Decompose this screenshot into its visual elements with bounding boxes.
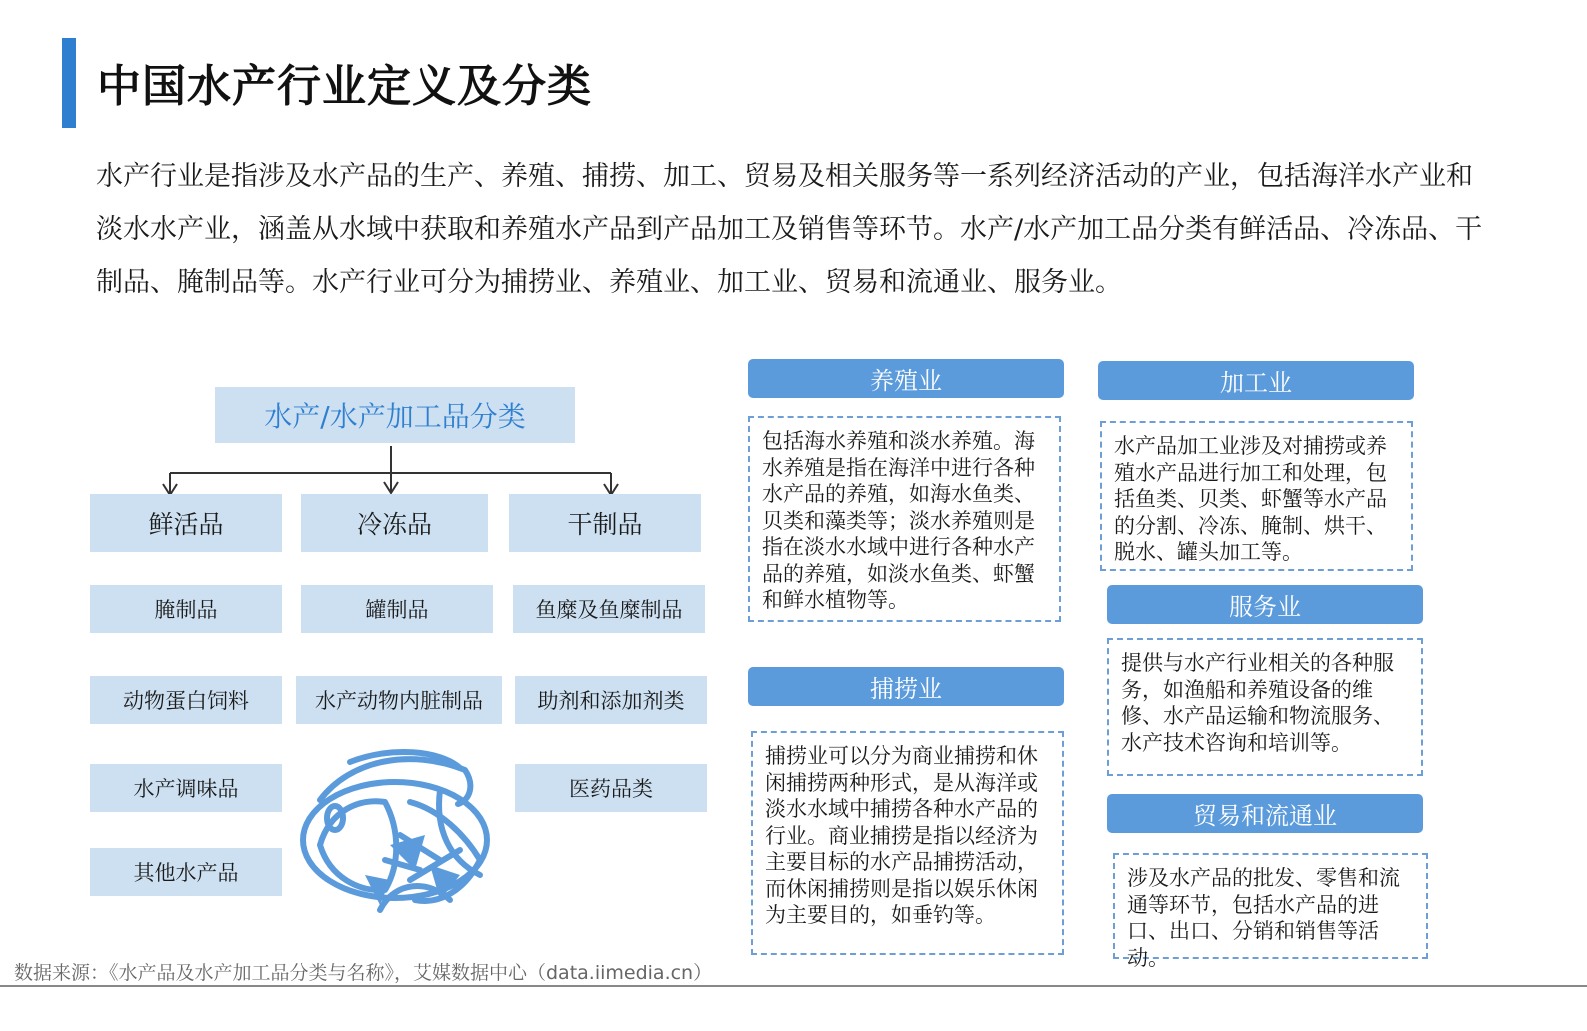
processing-header: 加工业 xyxy=(1098,361,1414,400)
page-title: 中国水产行业定义及分类 xyxy=(97,61,592,112)
category-canned-box: 罐制品 xyxy=(301,585,493,633)
processing-description: 水产品加工业涉及对捕捞或养殖水产品进行加工和处理，包括鱼类、贝类、虾蟹等水产品的分割、冷冻、腌制、烘干、脱水、罐头加工等。 xyxy=(1100,421,1413,571)
category-additives-box: 助剂和添加剂类 xyxy=(515,676,707,724)
service-header: 服务业 xyxy=(1107,585,1423,624)
category-other-box: 其他水产品 xyxy=(90,848,282,896)
classification-root-box: 水产/水产加工品分类 xyxy=(215,387,575,443)
category-animal-protein-feed-box: 动物蛋白饲料 xyxy=(90,676,282,724)
title-accent-bar xyxy=(62,38,76,128)
aquaculture-header: 养殖业 xyxy=(748,359,1064,398)
category-salted-box: 腌制品 xyxy=(90,585,282,633)
trade-description: 涉及水产品的批发、零售和流通等环节，包括水产品的进口、出口、分销和销售等活动。 xyxy=(1113,853,1428,959)
aquaculture-description: 包括海水养殖和淡水养殖。海水养殖是指在海洋中进行各种水产品的养殖，如海水鱼类、贝类和藻类等；淡水养殖则是指在淡水水域中进行各种水产品的养殖，如淡水鱼类、虾蟹和鲜水植物等。 xyxy=(748,416,1061,622)
fishing-description: 捕捞业可以分为商业捕捞和休闲捕捞两种形式，是从海洋或淡水水域中捕捞各种水产品的行业。商业捕捞是指以经济为主要目标的水产品捕捞活动，而休闲捕捞则是指以娱乐休闲为主要目的，如垂钓等。 xyxy=(751,731,1064,955)
service-description: 提供与水产行业相关的各种服务，如渔船和养殖设备的维修、水产品运输和物流服务、水产技术咨询和培训等。 xyxy=(1107,638,1423,776)
category-dried-box: 干制品 xyxy=(509,494,701,552)
category-seasoning-box: 水产调味品 xyxy=(90,764,282,812)
fish-icon xyxy=(290,740,500,920)
category-frozen-box: 冷冻品 xyxy=(301,494,488,552)
category-offal-products-box: 水产动物内脏制品 xyxy=(296,676,502,724)
fishing-header: 捕捞业 xyxy=(748,667,1064,706)
category-fresh-box: 鲜活品 xyxy=(90,494,282,552)
category-pharma-box: 医药品类 xyxy=(515,764,707,812)
category-surimi-box: 鱼糜及鱼糜制品 xyxy=(513,585,705,633)
footer-divider xyxy=(0,985,1587,987)
trade-header: 贸易和流通业 xyxy=(1107,794,1423,833)
intro-paragraph: 水产行业是指涉及水产品的生产、养殖、捕捞、加工、贸易及相关服务等一系列经济活动的产业，包括海洋水产业和淡水水产业，涵盖从水域中获取和养殖水产品到产品加工及销售等环节。水产/水产加工品分类有鲜活品、冷冻品、干制品、腌制品等。水产行业可分为捕捞业、养殖业、加工业、贸易和流通业、服务业。 xyxy=(96,161,1483,298)
data-source: 数据来源：《水产品及水产加工品分类与名称》，艾媒数据中心（data.iimedia.cn） xyxy=(14,962,713,984)
